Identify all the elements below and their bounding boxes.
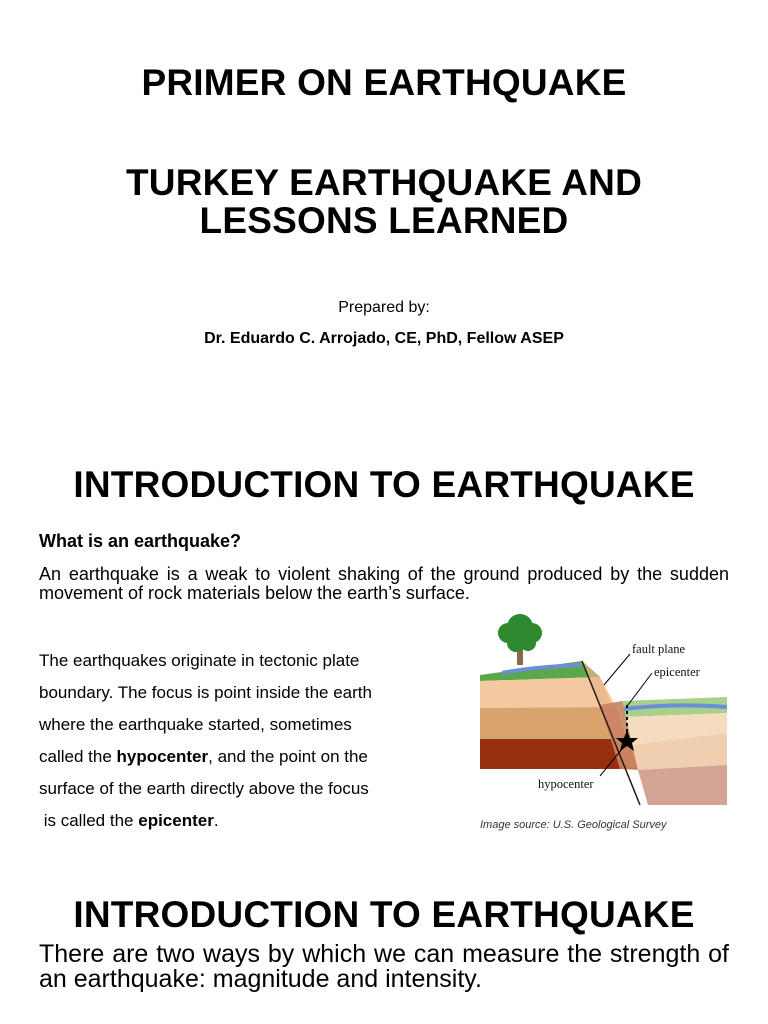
image-source-caption: Image source: U.S. Geological Survey <box>480 819 667 831</box>
label-epicenter: epicenter <box>654 665 700 679</box>
prepared-by-label: Prepared by: <box>338 299 430 316</box>
question-heading: What is an earthquake? <box>39 531 242 551</box>
term-epicenter: epicenter <box>138 811 214 830</box>
paragraph-line: surface of the earth directly above the focus <box>39 779 369 798</box>
section-2-heading: INTRODUCTION TO EARTHQUAKE <box>73 894 695 935</box>
paragraph-line: The earthquakes originate in tectonic plate <box>39 651 360 670</box>
paragraph-line: where the earthquake started, sometimes <box>39 715 352 734</box>
label-hypocenter: hypocenter <box>538 777 594 791</box>
line-text: is called the <box>39 811 139 830</box>
measurement-paragraph: There are two ways by which we can measure the strength of an earthquake: magnitude and intensity. <box>39 940 729 993</box>
section-1-heading: INTRODUCTION TO EARTHQUAKE <box>73 464 695 505</box>
subtitle-line-2: LESSONS LEARNED <box>199 200 569 241</box>
paragraph-line <box>39 741 459 773</box>
tree-icon <box>498 614 542 652</box>
subtitle-line-1: TURKEY EARTHQUAKE AND <box>125 162 643 203</box>
document-title: PRIMER ON EARTHQUAKE <box>141 62 627 103</box>
author-name: Dr. Eduardo C. Arrojado, CE, PhD, Fellow ASEP <box>204 330 564 347</box>
right-layer-bottom <box>638 765 727 805</box>
term-hypocenter: hypocenter <box>116 747 209 766</box>
fault-diagram <box>472 605 737 835</box>
label-fault-plane: fault plane <box>632 642 686 656</box>
definition-paragraph: An earthquake is a weak to violent shaking of the ground produced by the sudden movement of rock materials below the earth’s surface. <box>39 564 729 603</box>
paragraph-line <box>39 805 459 837</box>
focus-paragraph <box>39 645 459 837</box>
line-text: , and the point on the <box>208 747 368 766</box>
leader-fault-plane <box>604 654 630 685</box>
line-text: . <box>213 811 219 830</box>
paragraph-line: boundary. The focus is point inside the earth <box>39 683 372 702</box>
document-subtitle <box>0 164 768 240</box>
line-text: called the <box>39 747 117 766</box>
